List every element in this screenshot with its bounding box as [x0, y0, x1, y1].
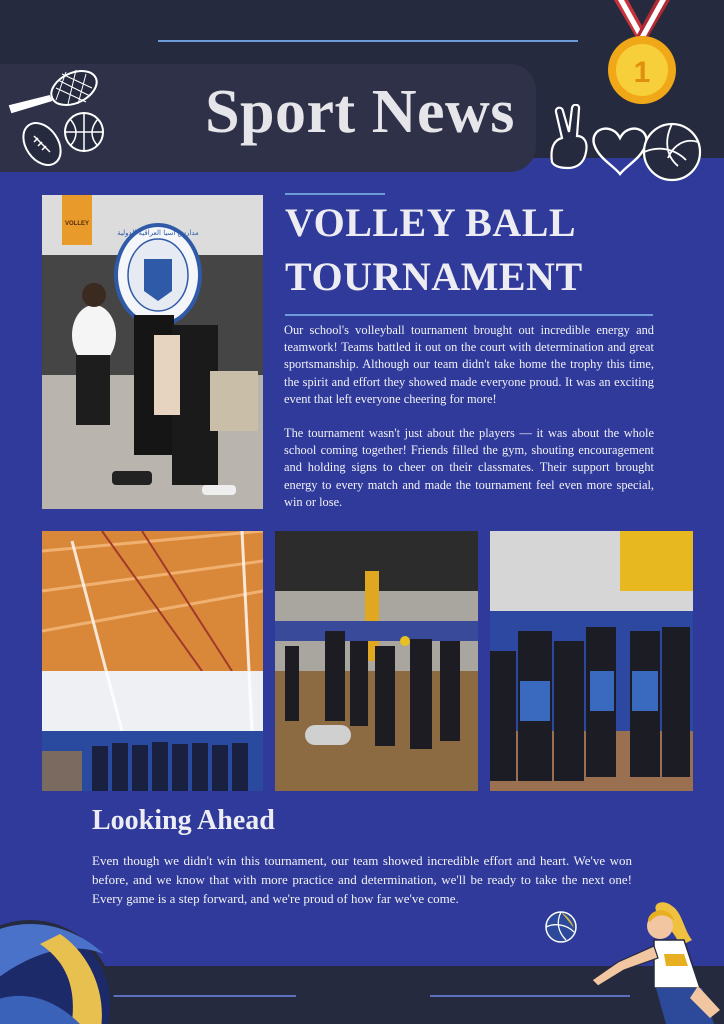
- rugby-ball-icon: [16, 116, 69, 172]
- photo-team-huddle: [490, 531, 693, 791]
- looking-ahead-heading: Looking Ahead: [92, 805, 275, 836]
- heart-hands-icon: [594, 129, 647, 174]
- photo-students-with-school-sign: [42, 195, 263, 509]
- peace-hand-icon: [551, 105, 586, 168]
- banner-text: VOLLEY: [64, 221, 90, 227]
- title-accent-line-bottom: [285, 314, 653, 316]
- school-sign-text: مدارس آسيا العراقية الدولية: [117, 229, 199, 237]
- volleyball-icon: [644, 124, 700, 180]
- header-accent-line: [158, 40, 578, 42]
- looking-ahead-text: Even though we didn't win this tournament, our team showed incredible effort and heart. We've won before, and we know that with more practice and determination, we'll be ready to take the next one! Every game is a step forward, and we're proud of how far we've come.: [92, 853, 632, 906]
- sports-doodles: [4, 66, 116, 178]
- article-title: [285, 196, 705, 304]
- photo-players-on-court: [275, 531, 478, 791]
- large-volleyball-icon: [0, 894, 114, 1024]
- photo-team-gym-lights: [42, 531, 263, 791]
- volleyball-player-illustration: [588, 900, 724, 1024]
- article-paragraph-1: Our school's volleyball tournament brought out incredible energy and teamwork! Teams battled it out on the court with determination and great sportsmanship. Although our team didn't take home the trophy this time, the spirit and effort they showed made everyone proud. It was an exciting event that left everyone cheering for more!: [284, 323, 654, 406]
- basketball-icon: [65, 113, 103, 151]
- title-accent-line-top: [285, 193, 385, 195]
- footer-line-left: [100, 995, 296, 997]
- article-title-line1: VOLLEY BALL: [285, 200, 577, 245]
- medal-number: 1: [633, 56, 651, 89]
- article-title-line2: TOURNAMENT: [285, 254, 583, 299]
- medal-icon: [600, 0, 684, 110]
- small-volleyball-icon: [544, 910, 578, 944]
- right-doodles: [546, 104, 704, 190]
- page-title: Sport News: [205, 78, 515, 146]
- tennis-racket-icon: [10, 66, 102, 112]
- article-paragraph-2: The tournament wasn't just about the players — it was about the whole school coming together! Friends filled the gym, shouting encouragement and holding signs to cheer on their classmates. Their support brought energy to every match and made the tournament feel even more special, win or lose.: [284, 426, 654, 509]
